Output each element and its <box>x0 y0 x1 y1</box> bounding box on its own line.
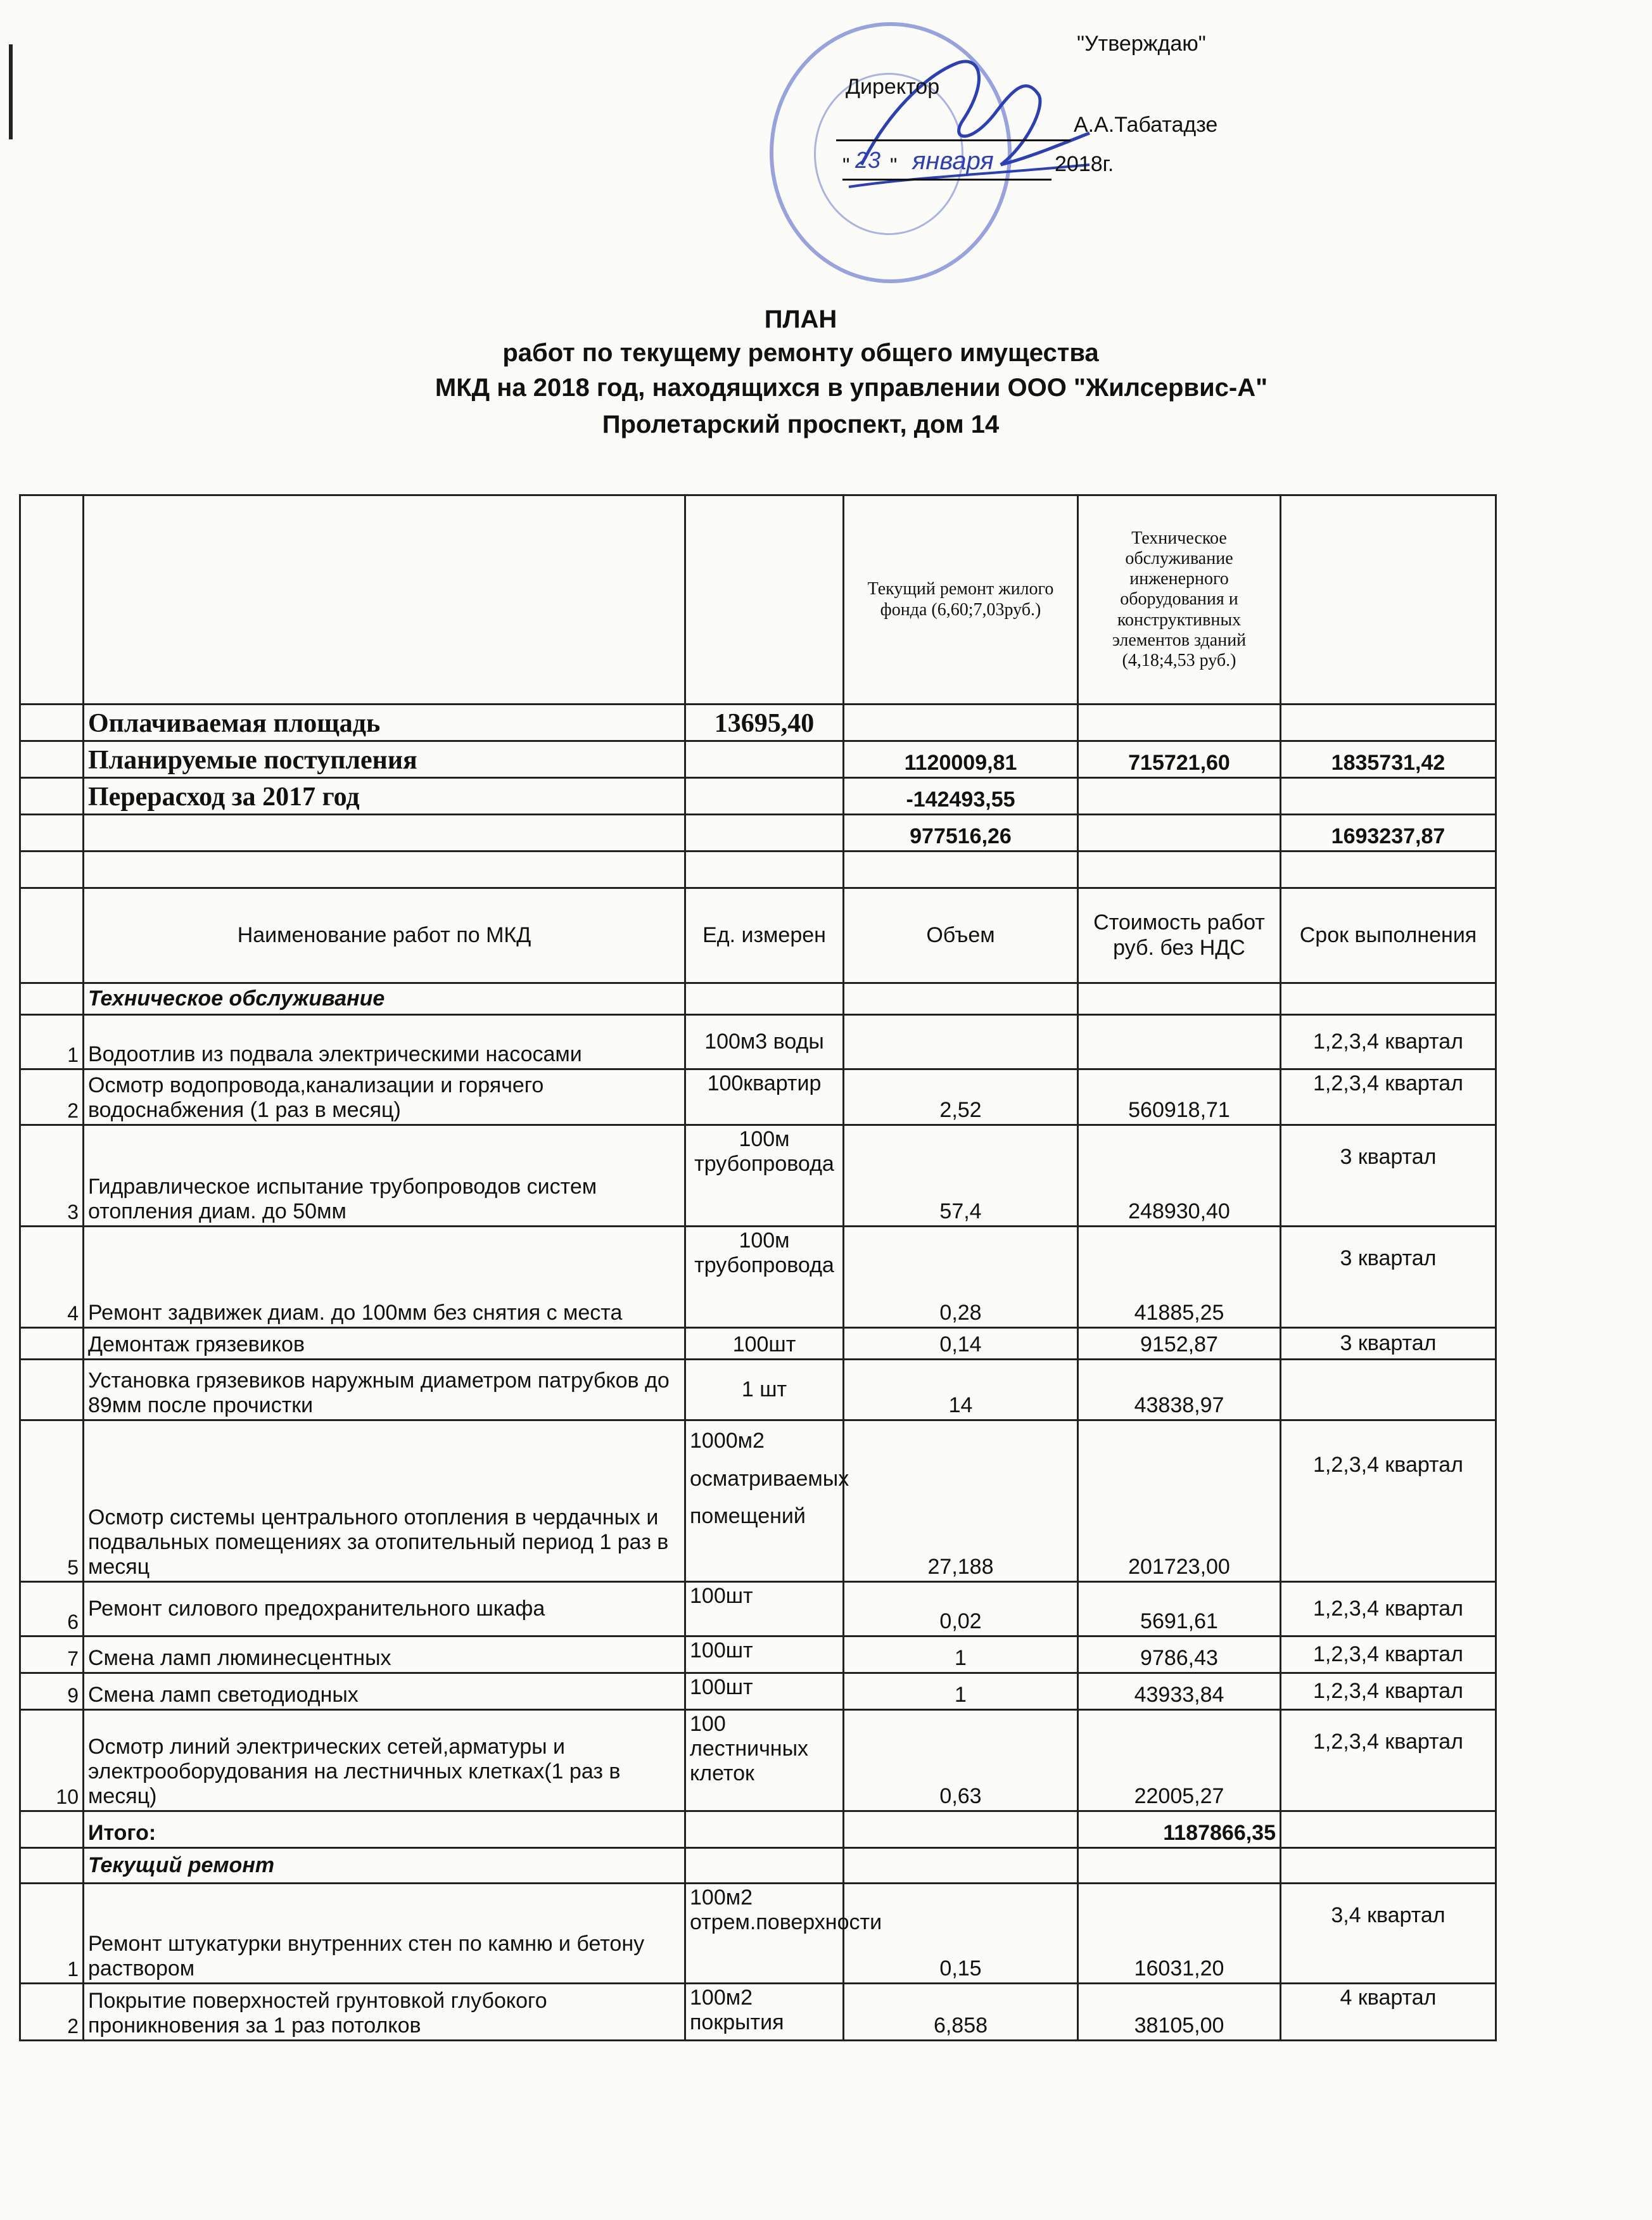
table-row: 1 Ремонт штукатурки внутренних стен по камню и бетону раствором 100м2 отрем.поверхности 0,15 16031,20 3,4 квартал <box>20 1884 1496 1984</box>
summary-row: Оплачиваемая площадь 13695,40 <box>20 705 1496 741</box>
date-quote-open: " <box>842 154 850 177</box>
date-year: 2018г. <box>1055 152 1114 176</box>
summary-row: Перерасход за 2017 год -142493,55 <box>20 778 1496 815</box>
table-row: 10 Осмотр линий электрических сетей,арматуры и электрооборудования на лестничных клетках(1 раз в месяц) 100 лестничных клеток 0,63 22005,27 1,2,3,4 квартал <box>20 1710 1496 1811</box>
summary-row: 977516,26 1693237,87 <box>20 815 1496 852</box>
scan-edge-mark <box>9 44 13 139</box>
signature-line <box>836 138 1071 141</box>
summary-row: Планируемые поступления 1120009,81 715721,60 1835731,42 <box>20 741 1496 778</box>
date-month: января <box>912 147 994 175</box>
table-row: 5 Осмотр системы центрального отопления в чердачных и подвальных помещениях за отопительный период 1 раз в месяц 1000м2 осматриваемых помещений 27,188 201723,00 1,2,3,4 квартал <box>20 1420 1496 1582</box>
spacer-row <box>20 852 1496 888</box>
table-row: 2 Покрытие поверхностей грунтовкой глубокого проникновения за 1 раз потолков 100м2 покрытия 6,858 38105,00 4 квартал <box>20 1984 1496 2041</box>
total-row <box>20 1811 1496 1848</box>
col-current-repair: Текущий ремонт жилого фонда (6,60;7,03руб.) <box>844 495 1078 705</box>
col-unit: Ед. измерен <box>685 888 844 983</box>
works-header-row <box>20 888 1496 983</box>
date-quote-close: " <box>890 154 898 177</box>
col-cost: Стоимость работ руб. без НДС <box>1078 888 1281 983</box>
section-tech-service: Техническое обслуживание <box>84 983 685 1015</box>
date-line <box>842 177 1052 181</box>
section-current-repair: Текущий ремонт <box>84 1848 685 1884</box>
col-work-name: Наименование работ по МКД <box>84 888 685 983</box>
doc-address: Пролетарский проспект, дом 14 <box>602 411 1000 438</box>
summary-header-row <box>20 495 1496 705</box>
doc-subtitle-2: МКД на 2018 год, находящихся в управлении ООО "Жилсервис-А" <box>435 374 1268 402</box>
doc-title: ПЛАН <box>764 305 837 333</box>
table-row: 1 Водоотлив из подвала электрическими насосами 100м3 воды 1,2,3,4 квартал <box>20 1015 1496 1069</box>
date-day: 23 <box>855 147 881 173</box>
total-label: Итого: <box>84 1811 685 1848</box>
doc-subtitle-1: работ по текущему ремонту общего имущества <box>502 339 1099 367</box>
table-row: 7 Смена ламп люминесцентных 100шт 1 9786,43 1,2,3,4 квартал <box>20 1636 1496 1673</box>
table-row: Демонтаж грязевиков 100шт 0,14 9152,87 3 квартал <box>20 1328 1496 1360</box>
total-cost: 1187866,35 <box>1078 1811 1281 1848</box>
section-row <box>20 983 1496 1015</box>
table-row: 9 Смена ламп светодиодных 100шт 1 43933,84 1,2,3,4 квартал <box>20 1673 1496 1710</box>
table-row: 3 Гидравлическое испытание трубопроводов систем отопления диам. до 50мм 100м трубопровода 57,4 248930,40 3 квартал <box>20 1125 1496 1227</box>
approval-name: А.А.Табатадзе <box>1074 113 1218 137</box>
section-row <box>20 1848 1496 1884</box>
table-row: 4 Ремонт задвижек диам. до 100мм без снятия с места 100м трубопровода 0,28 41885,25 3 квартал <box>20 1227 1496 1328</box>
approval-position: Директор <box>846 75 940 99</box>
approval-label: "Утверждаю" <box>1077 32 1206 56</box>
col-term: Срок выполнения <box>1281 888 1496 983</box>
table-row: Установка грязевиков наружным диаметром патрубков до 89мм после прочистки 1 шт 14 43838,97 <box>20 1360 1496 1420</box>
table-row: 6 Ремонт силового предохранительного шкафа 100шт 0,02 5691,61 1,2,3,4 квартал <box>20 1582 1496 1636</box>
plan-table <box>19 494 1497 2041</box>
col-tech-service: Техническое обслуживание инженерного оборудования и конструктивных элементов зданий (4,18;4,53 руб.) <box>1078 495 1281 705</box>
col-volume: Объем <box>844 888 1078 983</box>
table-row: 2 Осмотр водопровода,канализации и горячего водоснабжения (1 раз в месяц) 100квартир 2,52 560918,71 1,2,3,4 квартал <box>20 1069 1496 1125</box>
